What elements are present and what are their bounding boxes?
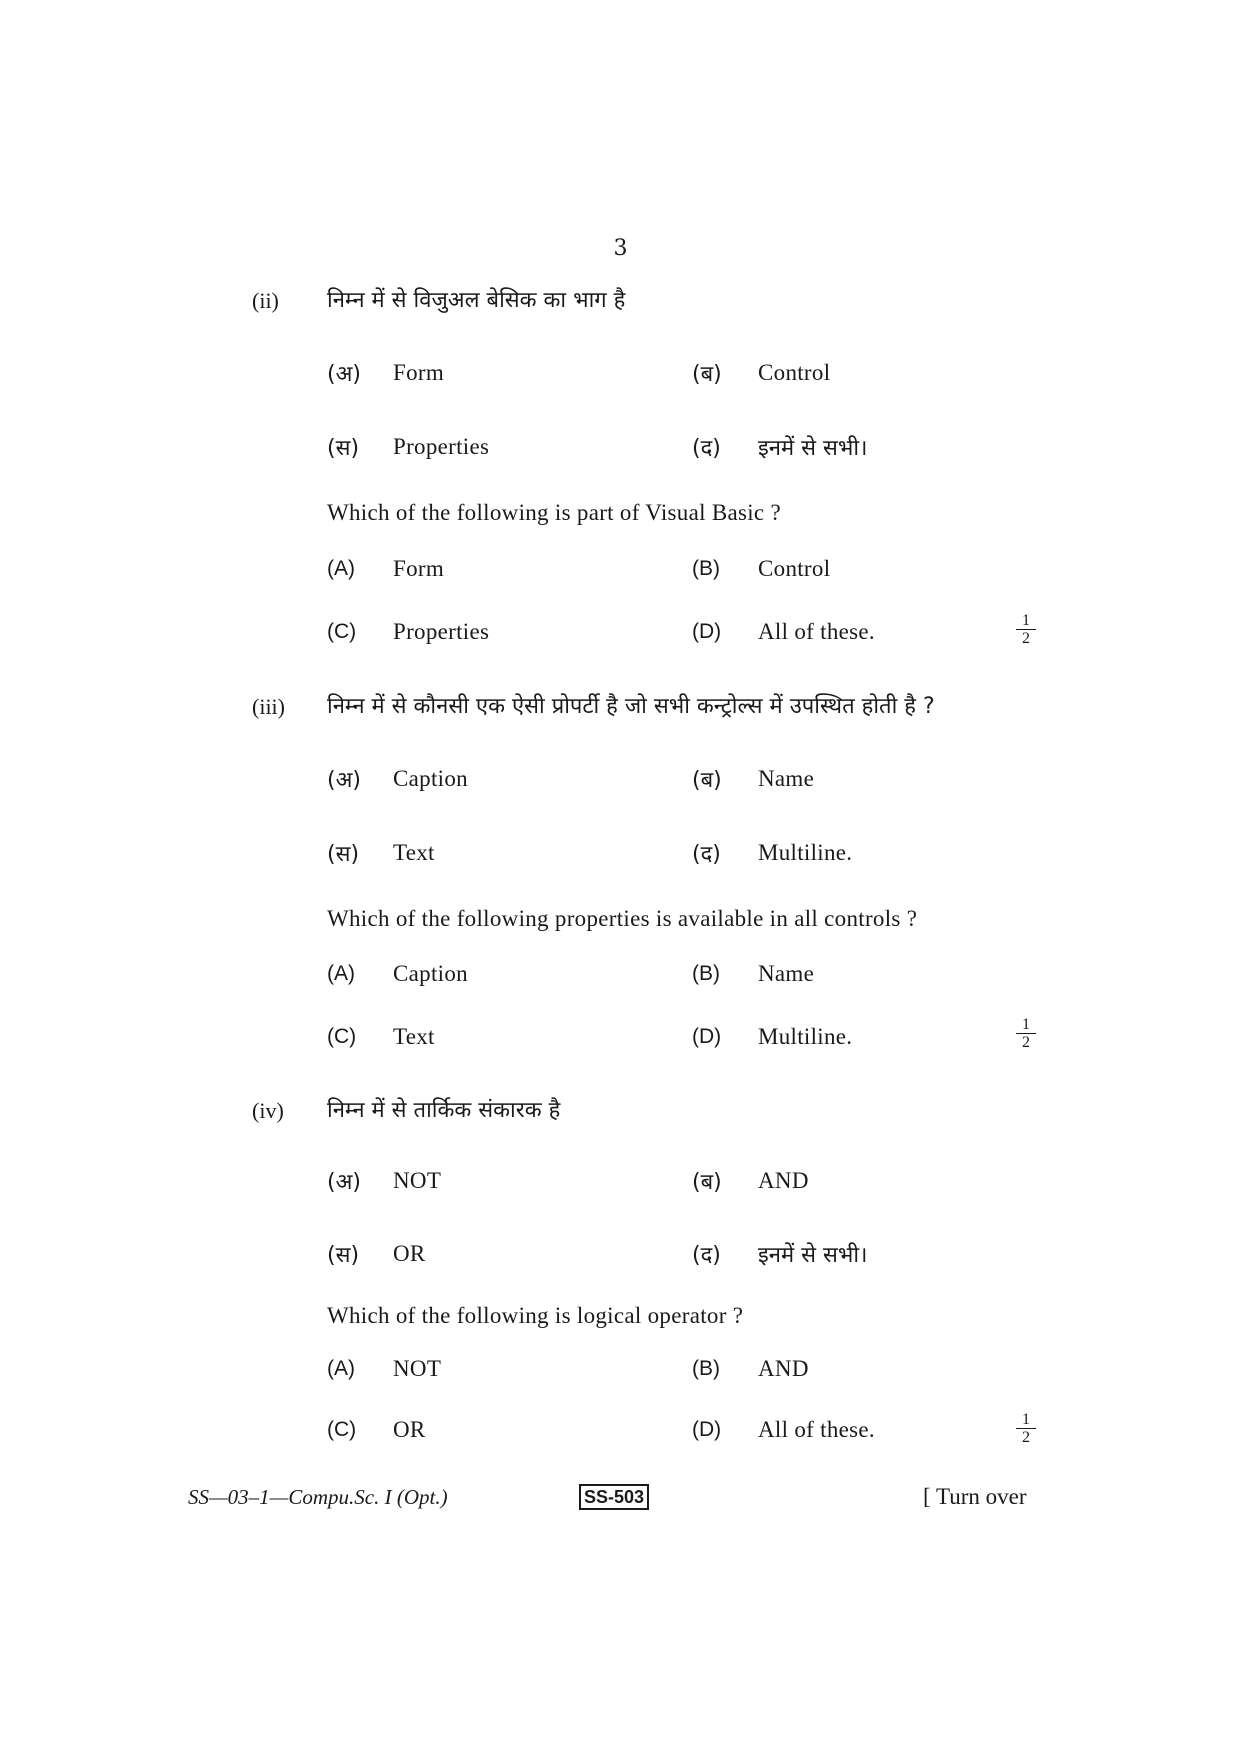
marks-fraction <box>1016 1016 1036 1051</box>
option-label: (द) <box>692 436 721 461</box>
option-label: (D) <box>692 1025 722 1048</box>
option-text: Text <box>393 1024 435 1049</box>
option-label: (अ) <box>327 362 361 387</box>
option-text: NOT <box>393 1168 442 1193</box>
option-text: Properties <box>393 434 490 459</box>
option-label: (B) <box>692 1357 720 1380</box>
option-text: इनमें से सभी। <box>758 436 868 461</box>
option-label: (स) <box>327 842 360 867</box>
option-label: (D) <box>692 620 722 643</box>
option-text: Form <box>393 360 445 385</box>
option-text: Name <box>758 961 815 986</box>
option-text: Control <box>758 556 831 581</box>
option-label: (A) <box>327 962 355 985</box>
option-text: AND <box>758 1168 809 1193</box>
english-question: Which of the following is logical operator ? <box>327 1303 744 1328</box>
hindi-question: निम्न में से कौनसी एक ऐसी प्रोपर्टी है जो सभी कन्ट्रोल्स में उपस्थित होती है ? <box>327 694 935 719</box>
option-label: (A) <box>327 557 355 580</box>
option-label: (A) <box>327 1357 355 1380</box>
option-label: (ब) <box>692 1170 722 1195</box>
option-label: (अ) <box>327 768 361 793</box>
option-label: (C) <box>327 1025 357 1048</box>
option-text: इनमें से सभी। <box>758 1243 868 1268</box>
option-text: Caption <box>393 766 468 791</box>
question-number: (ii) <box>252 288 279 313</box>
option-label: (अ) <box>327 1170 361 1195</box>
option-text: Caption <box>393 961 468 986</box>
marks-denominator: 2 <box>1022 630 1030 647</box>
question-number: (iii) <box>252 694 285 719</box>
option-text: NOT <box>393 1356 442 1381</box>
option-label: (स) <box>327 436 360 461</box>
english-question: Which of the following is part of Visual Basic ? <box>327 500 781 525</box>
page-number: 3 <box>613 236 628 261</box>
marks-numerator: 1 <box>1016 612 1036 630</box>
subject-code: SS—03–1—Compu.Sc. I (Opt.) <box>188 1485 448 1509</box>
marks-denominator: 2 <box>1022 1034 1030 1051</box>
option-text: All of these. <box>758 619 875 644</box>
option-text: All of these. <box>758 1417 875 1442</box>
paper-code-badge: SS-503 <box>579 1484 649 1510</box>
option-label: (स) <box>327 1243 360 1268</box>
marks-denominator: 2 <box>1022 1429 1030 1446</box>
option-label: (B) <box>692 962 720 985</box>
turn-over-note: [ Turn over <box>923 1484 1027 1509</box>
option-text: Properties <box>393 619 490 644</box>
marks-numerator: 1 <box>1016 1411 1036 1429</box>
option-label: (द) <box>692 842 721 867</box>
option-label: (D) <box>692 1418 722 1441</box>
option-label: (C) <box>327 1418 357 1441</box>
option-text: Multiline. <box>758 1024 853 1049</box>
option-text: OR <box>393 1241 426 1266</box>
option-text: Text <box>393 840 435 865</box>
option-text: Multiline. <box>758 840 853 865</box>
marks-fraction <box>1016 612 1036 647</box>
marks-fraction <box>1016 1411 1036 1446</box>
english-question: Which of the following properties is available in all controls ? <box>327 906 918 931</box>
question-number: (iv) <box>252 1098 284 1123</box>
marks-numerator: 1 <box>1016 1016 1036 1034</box>
hindi-question: निम्न में से विजुअल बेसिक का भाग है <box>327 288 626 313</box>
option-label: (द) <box>692 1243 721 1268</box>
option-label: (ब) <box>692 768 722 793</box>
option-text: Name <box>758 766 815 791</box>
option-label: (C) <box>327 620 357 643</box>
option-label: (B) <box>692 557 720 580</box>
hindi-question: निम्न में से तार्किक संकारक है <box>327 1098 561 1123</box>
option-text: Form <box>393 556 445 581</box>
option-text: AND <box>758 1356 809 1381</box>
option-text: OR <box>393 1417 426 1442</box>
option-label: (ब) <box>692 362 722 387</box>
option-text: Control <box>758 360 831 385</box>
